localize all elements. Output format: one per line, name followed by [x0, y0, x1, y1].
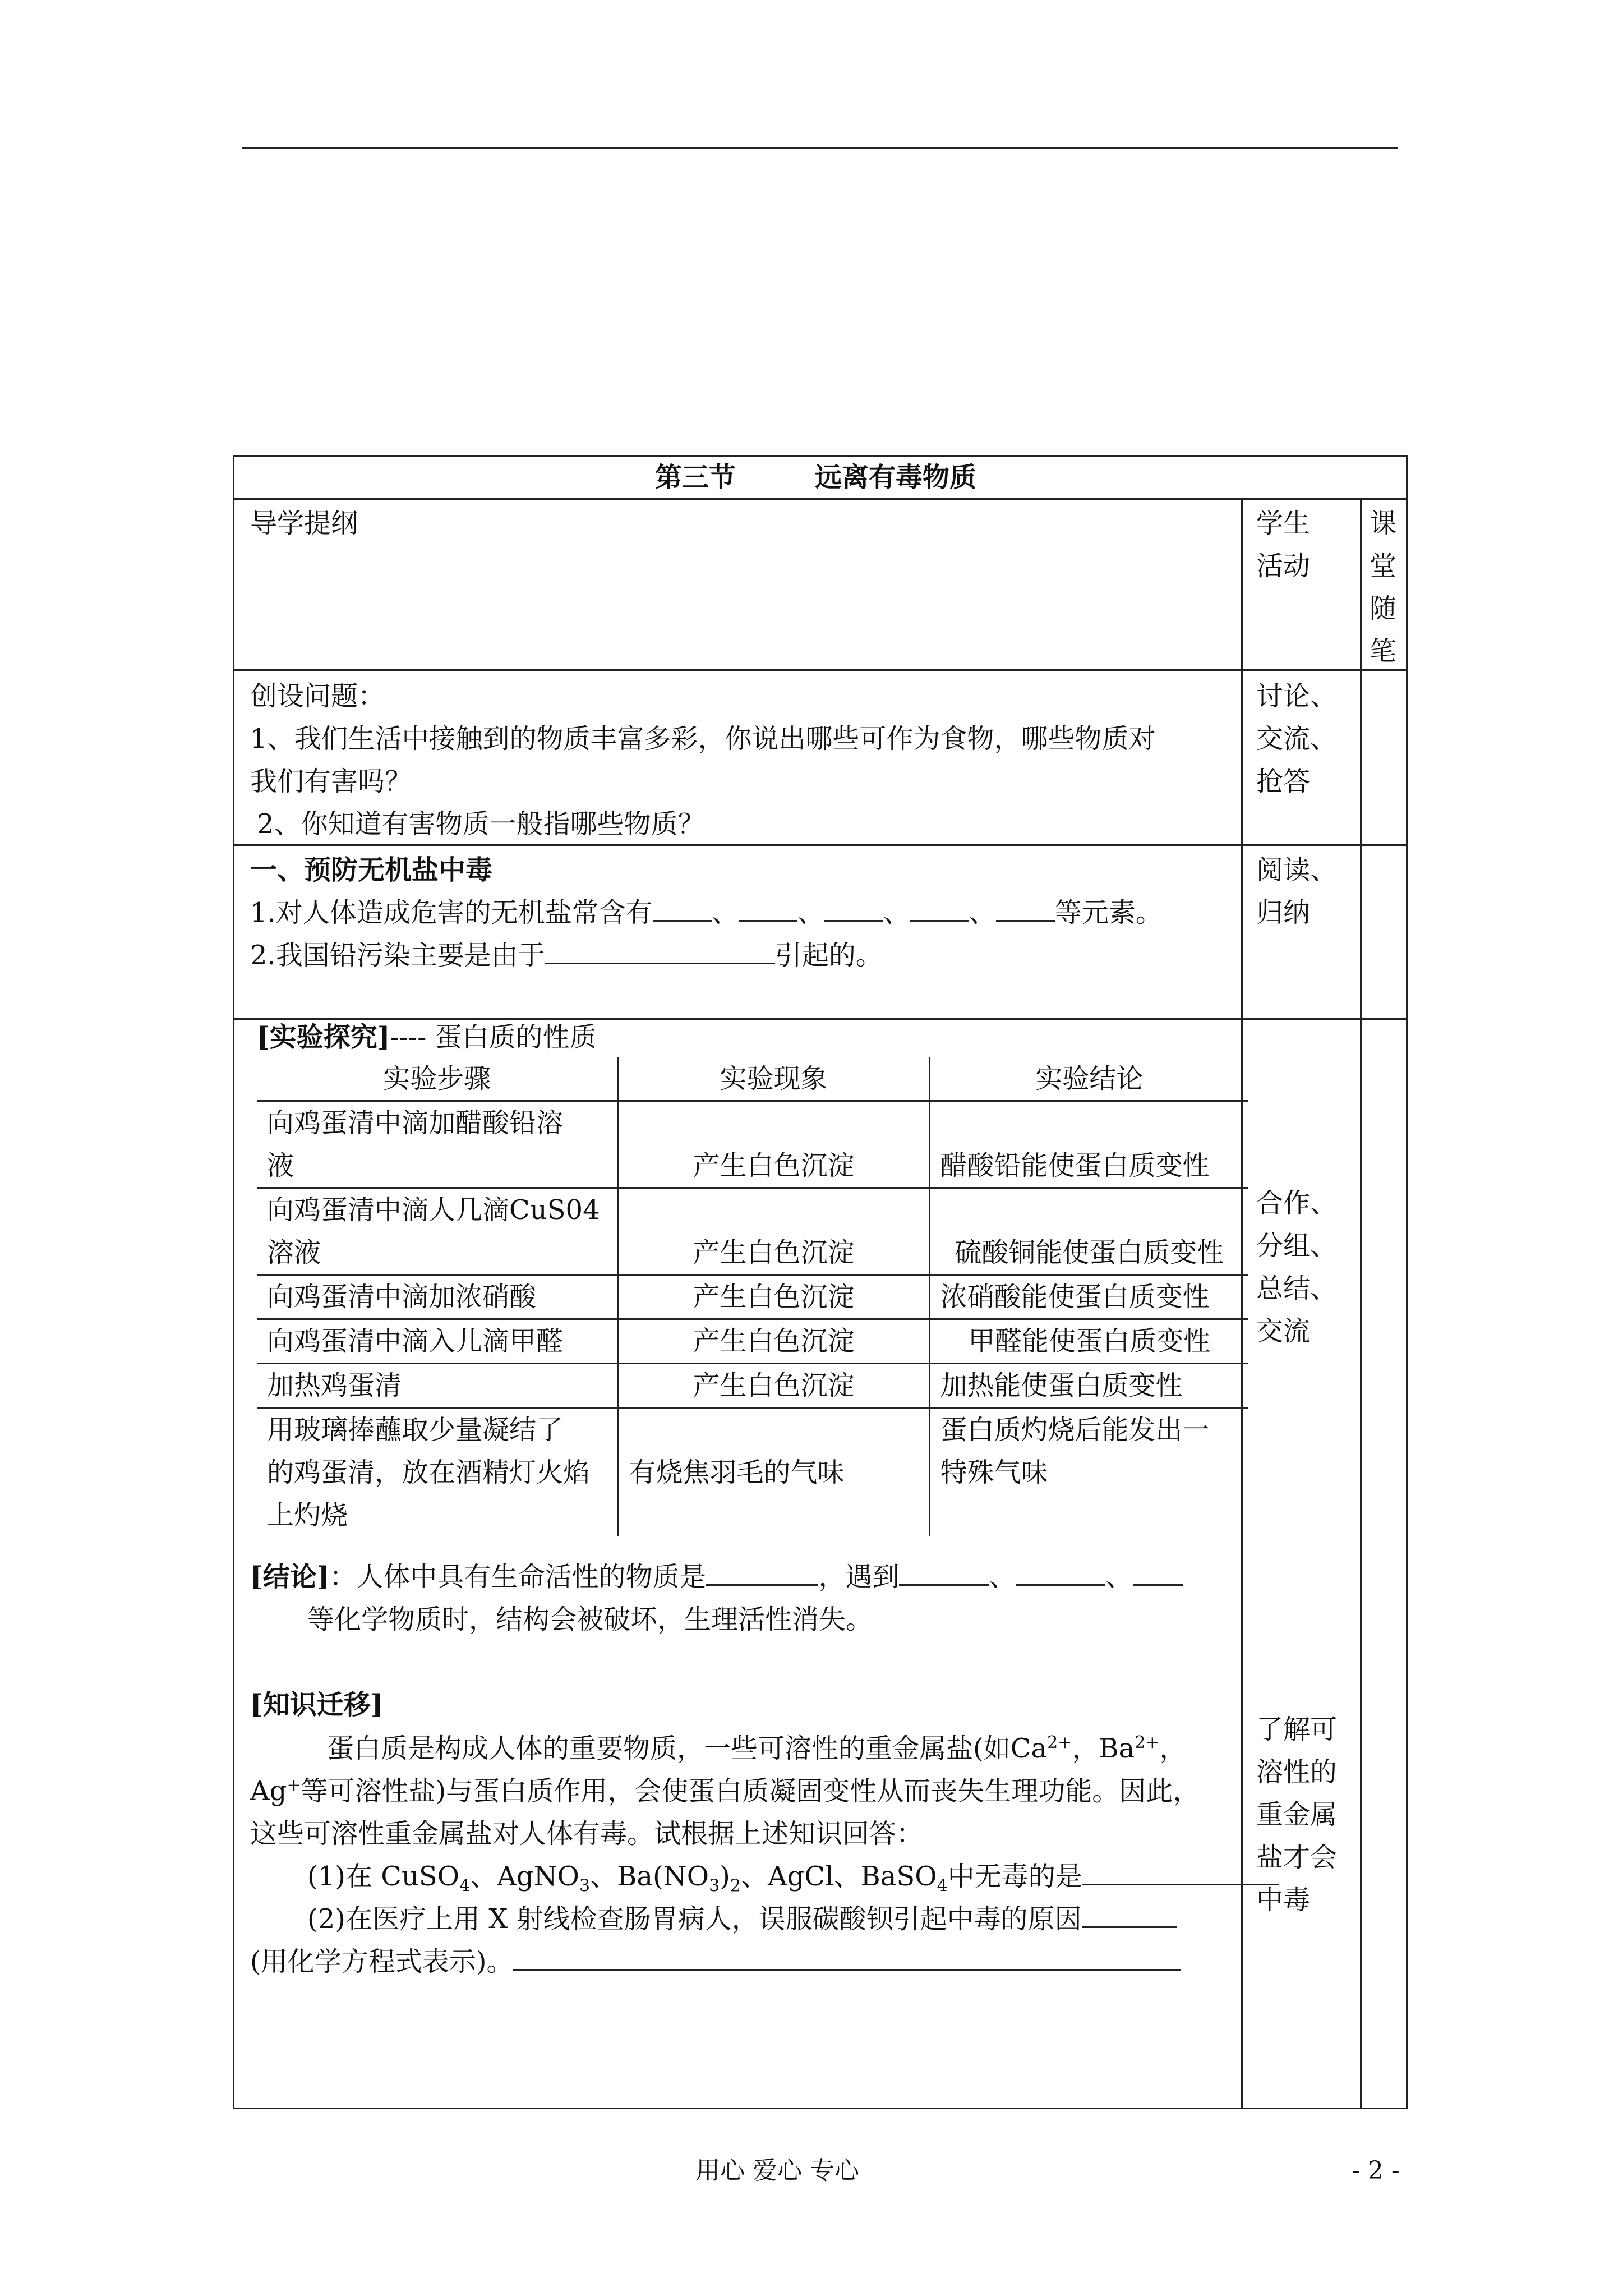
separator: 、	[1105, 1561, 1133, 1593]
experiment-activity-4: 交流	[1256, 1315, 1311, 1347]
subscript: 3	[579, 1876, 591, 1896]
section1-item1-suffix: 等元素。	[1054, 897, 1163, 928]
conclusion-line1	[250, 1556, 1183, 1598]
footer-motto: 用心 爱心 专心	[695, 2156, 859, 2185]
transfer-activity-4: 盐才会	[1256, 1842, 1338, 1873]
header-step: 实验步骤	[257, 1057, 618, 1101]
table-row	[257, 1364, 1248, 1408]
q2-text: (用化学方程式表示)。	[250, 1946, 514, 1977]
separator: 、	[989, 1561, 1016, 1593]
separator: 、	[797, 897, 824, 928]
transfer-activity-2: 溶性的	[1256, 1756, 1338, 1788]
transfer-q1	[307, 1855, 1279, 1898]
conclusion-text: 特殊气味	[940, 1457, 1048, 1488]
row-divider	[234, 669, 1406, 671]
header-phenomenon: 实验现象	[618, 1057, 929, 1101]
table-row	[257, 1188, 1248, 1275]
answer-blank[interactable]	[513, 1947, 1181, 1971]
intro-activity-1: 讨论、	[1256, 680, 1338, 712]
answer-blank[interactable]	[739, 898, 797, 922]
answer-blank[interactable]	[899, 1562, 989, 1586]
step-cell	[257, 1188, 618, 1275]
answer-blank[interactable]	[1082, 1904, 1177, 1928]
intro-heading: 创设问题：	[250, 680, 385, 712]
table-header-row	[257, 1057, 1248, 1101]
answer-blank[interactable]	[996, 898, 1055, 922]
notes-header-2: 堂	[1370, 550, 1397, 582]
conclusion-text: ，遇到	[818, 1561, 900, 1593]
conclusion-text: 蛋白质灼烧后能发出一	[940, 1414, 1210, 1446]
q1-text: 、AgNO	[470, 1861, 579, 1892]
step-text: 溶液	[267, 1237, 321, 1268]
phenomenon-cell: 产生白色沉淀	[618, 1319, 929, 1364]
table-row	[257, 1408, 1248, 1537]
transfer-text: 等可溶性盐)与蛋白质作用，会使蛋白质凝固变性从而丧失生理功能。因此，	[301, 1775, 1200, 1807]
transfer-label: [知识迁移]	[250, 1689, 384, 1720]
section1-item2-suffix: 引起的。	[774, 940, 883, 971]
step-cell: 向鸡蛋清中滴入儿滴甲醛	[257, 1319, 618, 1364]
conclusion-line2: 等化学物质时，结构会被破坏，生理活性消失。	[307, 1604, 873, 1635]
header-rule	[242, 147, 1398, 149]
section-number: 第三节	[655, 462, 736, 493]
transfer-text: 蛋白质是构成人体的重要物质，一些可溶性的重金属盐(如Ca	[327, 1733, 1048, 1764]
section1-activity-1: 阅读、	[1256, 854, 1338, 886]
section1-item2	[250, 934, 883, 977]
experiment-table	[257, 1057, 1248, 1536]
section1-item2-prefix: 2.我国铅污染主要是由于	[250, 940, 545, 971]
experiment-activity-1: 合作、	[1256, 1188, 1338, 1219]
step-text: 用玻璃捧蘸取少量凝结了	[267, 1414, 564, 1446]
transfer-p2	[250, 1770, 1200, 1812]
step-text: 向鸡蛋清中滴人几滴CuS04	[267, 1194, 600, 1226]
separator: 、	[883, 897, 910, 928]
conclusion-label: [结论]	[250, 1561, 330, 1593]
separator: 、	[711, 897, 739, 928]
step-text: 上灼烧	[267, 1499, 348, 1531]
subscript: 2	[730, 1876, 741, 1896]
lesson-table	[233, 455, 1408, 2109]
transfer-p1	[327, 1727, 1186, 1770]
answer-blank[interactable]	[706, 1562, 818, 1586]
phenomenon-cell: 产生白色沉淀	[618, 1188, 929, 1275]
transfer-q2-line2	[250, 1940, 1181, 1983]
subscript: 4	[459, 1876, 471, 1896]
table-row	[257, 1101, 1248, 1188]
intro-q1-line2: 我们有害吗？	[250, 766, 412, 797]
phenomenon-cell: 产生白色沉淀	[618, 1275, 929, 1319]
section1-item1-prefix: 1.对人体造成危害的无机盐常含有	[250, 897, 653, 928]
subscript: 4	[937, 1876, 948, 1896]
transfer-text: ，Ba	[1072, 1733, 1135, 1764]
section1-item1	[250, 891, 1163, 934]
transfer-text: Ag	[250, 1775, 287, 1807]
step-cell: 加热鸡蛋清	[257, 1364, 618, 1408]
answer-blank[interactable]	[1082, 1861, 1279, 1885]
table-row	[257, 1275, 1248, 1319]
header-conclusion: 实验结论	[929, 1057, 1248, 1101]
intro-q2: 2、你知道有害物质一般指哪些物质？	[257, 808, 705, 840]
conclusion-text: ：人体中具有生命活性的物质是	[329, 1561, 707, 1593]
conclusion-cell: 浓硝酸能使蛋白质变性	[929, 1275, 1248, 1319]
q1-text: 、AgCl、BaSO	[740, 1861, 937, 1892]
transfer-activity-3: 重金属	[1256, 1799, 1338, 1830]
intro-activity-3: 抢答	[1256, 766, 1311, 797]
phenomenon-cell: 有烧焦羽毛的气味	[618, 1408, 929, 1537]
section1-heading: 一、预防无机盐中毒	[250, 854, 493, 886]
transfer-p3: 这些可溶性重金属盐对人体有毒。试根据上述知识回答：	[250, 1818, 924, 1849]
answer-blank[interactable]	[824, 898, 883, 922]
step-text: 向鸡蛋清中滴加醋酸铅溶	[267, 1107, 564, 1139]
subscript: 3	[709, 1876, 720, 1896]
section1-activity-2: 归纳	[1256, 897, 1311, 928]
intro-activity-2: 交流、	[1256, 723, 1338, 754]
transfer-activity-5: 中毒	[1256, 1884, 1311, 1916]
superscript: 2+	[1047, 1733, 1072, 1752]
superscript: +	[287, 1775, 301, 1795]
col-divider	[1360, 498, 1362, 2108]
transfer-q2	[307, 1898, 1177, 1940]
separator: 、	[969, 897, 996, 928]
answer-blank[interactable]	[1133, 1562, 1183, 1586]
conclusion-cell: 硫酸铜能使蛋白质变性	[929, 1188, 1248, 1275]
answer-blank[interactable]	[1016, 1562, 1105, 1586]
intro-q1-line1: 1、我们生活中接触到的物质丰富多彩，你说出哪些可作为食物，哪些物质对	[250, 723, 1156, 754]
conclusion-cell: 醋酸铅能使蛋白质变性	[929, 1101, 1248, 1188]
answer-blank[interactable]	[653, 898, 712, 922]
conclusion-cell: 甲醛能使蛋白质变性	[929, 1319, 1248, 1364]
transfer-activity-1: 了解可	[1256, 1714, 1338, 1745]
superscript: 2+	[1135, 1733, 1160, 1752]
step-cell	[257, 1408, 618, 1537]
activity-header-2: 活动	[1256, 550, 1311, 582]
transfer-text: ，	[1159, 1733, 1187, 1764]
section-title: 远离有毒物质	[815, 462, 977, 493]
conclusion-cell: 加热能使蛋白质变性	[929, 1364, 1248, 1408]
answer-blank[interactable]	[545, 940, 775, 964]
phenomenon-cell: 产生白色沉淀	[618, 1101, 929, 1188]
q2-text: (2)在医疗上用 X 射线检查肠胃病人，误服碳酸钡引起中毒的原因	[307, 1903, 1082, 1935]
phenomenon-cell: 产生白色沉淀	[618, 1364, 929, 1408]
notes-header-3: 随	[1370, 593, 1397, 624]
answer-blank[interactable]	[910, 898, 969, 922]
notes-header-1: 课	[1370, 508, 1397, 539]
experiment-heading	[257, 1016, 597, 1059]
q1-text: )	[720, 1861, 730, 1892]
experiment-title: ---- 蛋白质的性质	[390, 1022, 597, 1053]
guide-header: 导学提纲	[250, 508, 358, 539]
q1-text: 、Ba(NO	[590, 1861, 709, 1892]
step-text: 的鸡蛋清，放在酒精灯火焰	[267, 1457, 591, 1488]
page-number: - 2 -	[1352, 2156, 1400, 2185]
activity-header-1: 学生	[1256, 508, 1311, 539]
experiment-label: [实验探究]	[257, 1022, 390, 1053]
experiment-activity-2: 分组、	[1256, 1230, 1338, 1262]
conclusion-cell	[929, 1408, 1248, 1537]
step-cell	[257, 1101, 618, 1188]
table-row	[257, 1319, 1248, 1364]
notes-header-4: 笔	[1370, 636, 1397, 667]
experiment-activity-3: 总结、	[1256, 1273, 1338, 1304]
q1-text: 中无毒的是	[947, 1861, 1082, 1892]
step-text: 液	[267, 1150, 294, 1181]
step-cell: 向鸡蛋清中滴加浓硝酸	[257, 1275, 618, 1319]
q1-text: (1)在 CuSO	[307, 1861, 460, 1892]
